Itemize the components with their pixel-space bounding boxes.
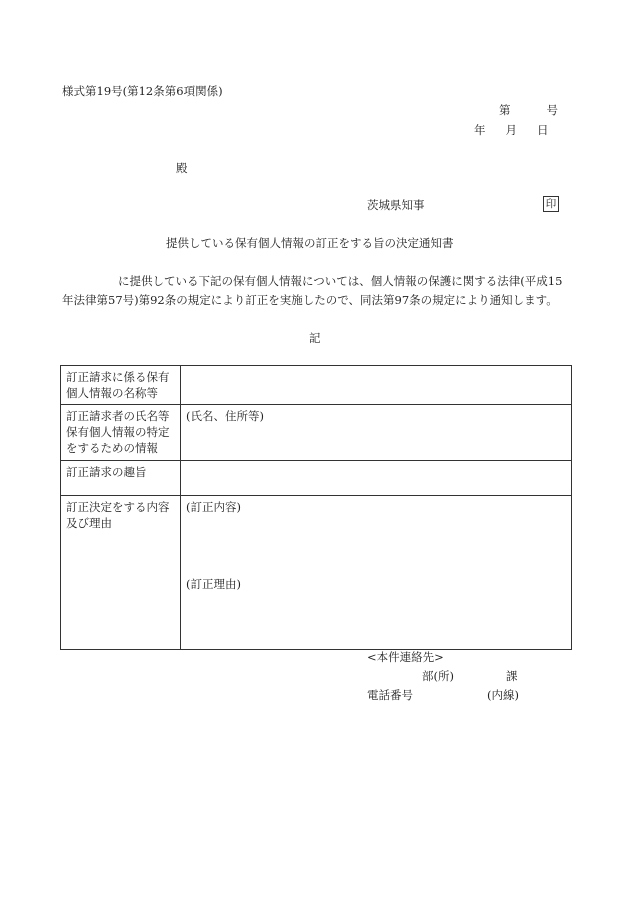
doc-number-go: 号 (546, 103, 558, 117)
contact-section-label: 課 (505, 669, 518, 683)
table-cell[interactable]: (氏名、住所等) (181, 405, 572, 461)
table-row (61, 496, 572, 650)
contact-heading: <本件連絡先> (367, 650, 444, 664)
date-year: 年 (474, 123, 486, 137)
doc-number-dai: 第 (499, 103, 511, 117)
contact-phone (367, 689, 519, 703)
table-row (61, 405, 572, 461)
contact-department (422, 670, 517, 684)
correction-content-label: (訂正内容) (186, 500, 241, 514)
date-day: 日 (537, 123, 549, 137)
form-number: 様式第19号(第12条第6項関係) (62, 84, 223, 98)
phone-label: 電話番号 (367, 688, 413, 702)
ki-heading: 記 (309, 331, 321, 345)
correction-reason-label: (訂正理由) (186, 577, 241, 591)
date-line (474, 124, 549, 138)
issuer-name: 茨城県知事 (367, 198, 425, 212)
table-row (61, 366, 572, 405)
table-label: 訂正決定をする内容及び理由 (61, 496, 181, 650)
table-label: 訂正請求者の氏名等保有個人情報の特定をするための情報 (61, 405, 181, 461)
body-paragraph: に提供している下記の保有個人情報については、個人情報の保護に関する法律(平成15年法律第57号)第92条の規定により訂正を実施したので、同法第97条の規定により通知します。 (62, 274, 563, 307)
table-cell[interactable] (181, 366, 572, 405)
extension-label: (内線) (487, 688, 519, 702)
table-cell[interactable] (181, 461, 572, 496)
table-label: 訂正請求の趣旨 (61, 461, 181, 496)
document-number-line (499, 104, 558, 118)
addressee-suffix: 殿 (176, 161, 188, 175)
date-month: 月 (505, 123, 517, 137)
table-row (61, 461, 572, 496)
record-table (60, 365, 572, 650)
contact-dept-label: 部(所) (422, 669, 454, 683)
table-label: 訂正請求に係る保有個人情報の名称等 (61, 366, 181, 405)
table-cell[interactable] (181, 496, 572, 650)
seal-mark: 印 (543, 196, 559, 212)
document-title: 提供している保有個人情報の訂正をする旨の決定通知書 (166, 236, 454, 250)
